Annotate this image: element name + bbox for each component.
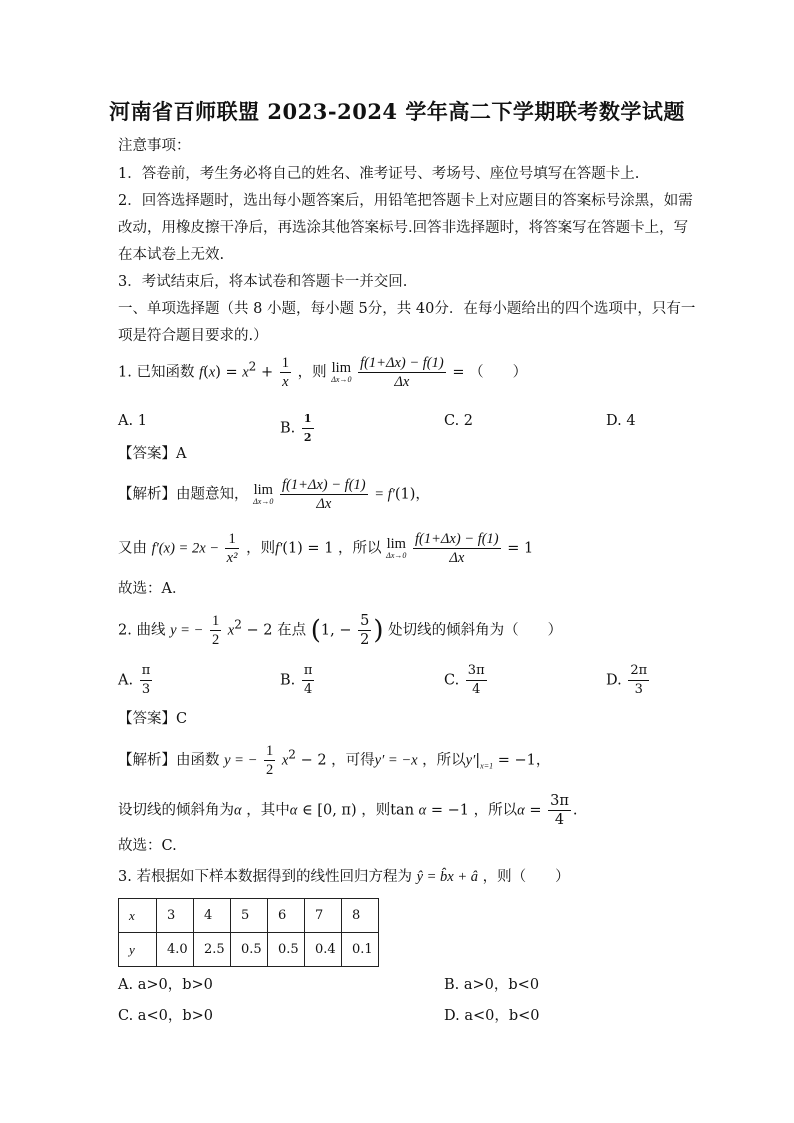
q1-option-d[interactable]: D. 4 bbox=[606, 413, 636, 429]
table-cell: 2.5 bbox=[194, 933, 231, 967]
question-3-stem: 3. 若根据如下样本数据得到的线性回归方程为 ŷ = b̂x + â ，则（ ） bbox=[118, 869, 570, 885]
table-cell: 6 bbox=[268, 899, 305, 933]
section-heading-b: 项是符合题目要求的.） bbox=[118, 328, 268, 344]
data-table bbox=[118, 898, 379, 967]
q2-analysis-1: 【解析】由函数 y = − $\frac{1}{2}$ $x^2 - 2$ ，可得y′ = −x ，所以$y'|_{x=1} = -1$， bbox=[118, 743, 551, 778]
q1-mid: ，则 bbox=[297, 364, 327, 381]
table-cell: 0.1 bbox=[342, 933, 379, 967]
section-heading-a: 一、单项选择题（共 8 小题，每小题 5分，共 40分．在每小题给出的四个选项中，只有一 bbox=[118, 301, 696, 317]
q1-analysis-1: 【解析】由题意知， lim Δx→0 $\frac{f(1+\Delta x) - f(1)}{\Delta x}$ = f′(1)， bbox=[118, 477, 430, 512]
q2-option-a[interactable]: A. $\frac{\pi}{3}$ bbox=[118, 663, 151, 697]
q1-option-b[interactable]: B. $\frac{1}{2}$ bbox=[280, 412, 312, 444]
table-cell: 0.4 bbox=[305, 933, 342, 967]
q3-option-c[interactable]: C. a<0，b>0 bbox=[118, 1008, 213, 1024]
q2-conclusion: 故选：C. bbox=[118, 838, 177, 854]
table-cell: 4.0 bbox=[157, 933, 194, 967]
q3-option-a[interactable]: A. a>0，b>0 bbox=[118, 977, 213, 993]
table-cell-y-label: y bbox=[119, 933, 157, 967]
q1-option-c[interactable]: C. 2 bbox=[444, 413, 474, 429]
q1-conclusion: 故选：A． bbox=[118, 581, 187, 597]
table-row-x bbox=[119, 899, 379, 933]
table-cell: 7 bbox=[305, 899, 342, 933]
q1-option-a[interactable]: A. 1 bbox=[118, 413, 147, 429]
table-row-y bbox=[119, 933, 379, 967]
question-1-stem: 1. 已知函数 $f(x) = x^2$ + $\frac{1}{x}$ ，则 lim Δx→0 $\frac{f(1+\Delta x) - f(1)}{\Delta x}$ = （ ） bbox=[118, 355, 528, 390]
table-cell: 0.5 bbox=[231, 933, 268, 967]
note-1: 1．答卷前，考生务必将自己的姓名、准考证号、考场号、座位号填写在答题卡上. bbox=[118, 166, 640, 182]
note-3: 3．考试结束后，将本试卷和答题卡一并交回. bbox=[118, 274, 408, 290]
q2-option-c[interactable]: C. $\frac{3\pi}{4}$ bbox=[444, 663, 485, 697]
q1-analysis-2: 又由 f′(x) = 2x − $\frac{1}{\text{x²}}$ ，则f′(1) = 1 ，所以 lim Δx→0 $\frac{f(1+\Delta x) - f(1)}{\Delta x}$ = 1 bbox=[118, 531, 534, 566]
table-cell: 3 bbox=[157, 899, 194, 933]
q2-answer: 【答案】C bbox=[118, 711, 188, 727]
q2-option-d[interactable]: D. $\frac{2\pi}{3}$ bbox=[606, 663, 648, 697]
q2-option-b[interactable]: B. $\frac{\pi}{4}$ bbox=[280, 663, 313, 697]
q3-option-b[interactable]: B. a>0，b<0 bbox=[444, 977, 540, 993]
page-title: 河南省百师联盟 2023-2024 学年高二下学期联考数学试题 bbox=[109, 99, 685, 124]
table-cell: 8 bbox=[342, 899, 379, 933]
q2-analysis-2: 设切线的倾斜角为α ，其中α ∈ [0, π) ，则tan α = −1 ，所以α = $\frac{3\pi}{4}$ . bbox=[118, 793, 578, 828]
notes-heading: 注意事项： bbox=[118, 138, 191, 154]
q1-answer: 【答案】A bbox=[118, 446, 187, 462]
q3-option-d[interactable]: D. a<0，b<0 bbox=[444, 1008, 540, 1024]
table-cell: 5 bbox=[231, 899, 268, 933]
q1-prefix: 1. 已知函数 bbox=[118, 364, 195, 381]
q1-tail: （ ） bbox=[469, 364, 528, 381]
note-2a: 2．回答选择题时，选出每小题答案后，用铅笔把答题卡上对应题目的答案标号涂黑，如需 bbox=[118, 193, 693, 209]
question-2-stem: 2. 曲线 y = − $\frac{1}{2}$ $x^2 - 2$ 在点 (1, − $\frac{5}{2}$ ) 处切线的倾斜角为（ ） bbox=[118, 613, 563, 648]
table-cell-x-label: x bbox=[119, 899, 157, 933]
note-2c: 在本试卷上无效. bbox=[118, 247, 225, 263]
table-cell: 4 bbox=[194, 899, 231, 933]
note-2b: 改动，用橡皮擦干净后，再选涂其他答案标号.回答非选择题时，将答案写在答题卡上，写 bbox=[118, 220, 689, 236]
table-cell: 0.5 bbox=[268, 933, 305, 967]
